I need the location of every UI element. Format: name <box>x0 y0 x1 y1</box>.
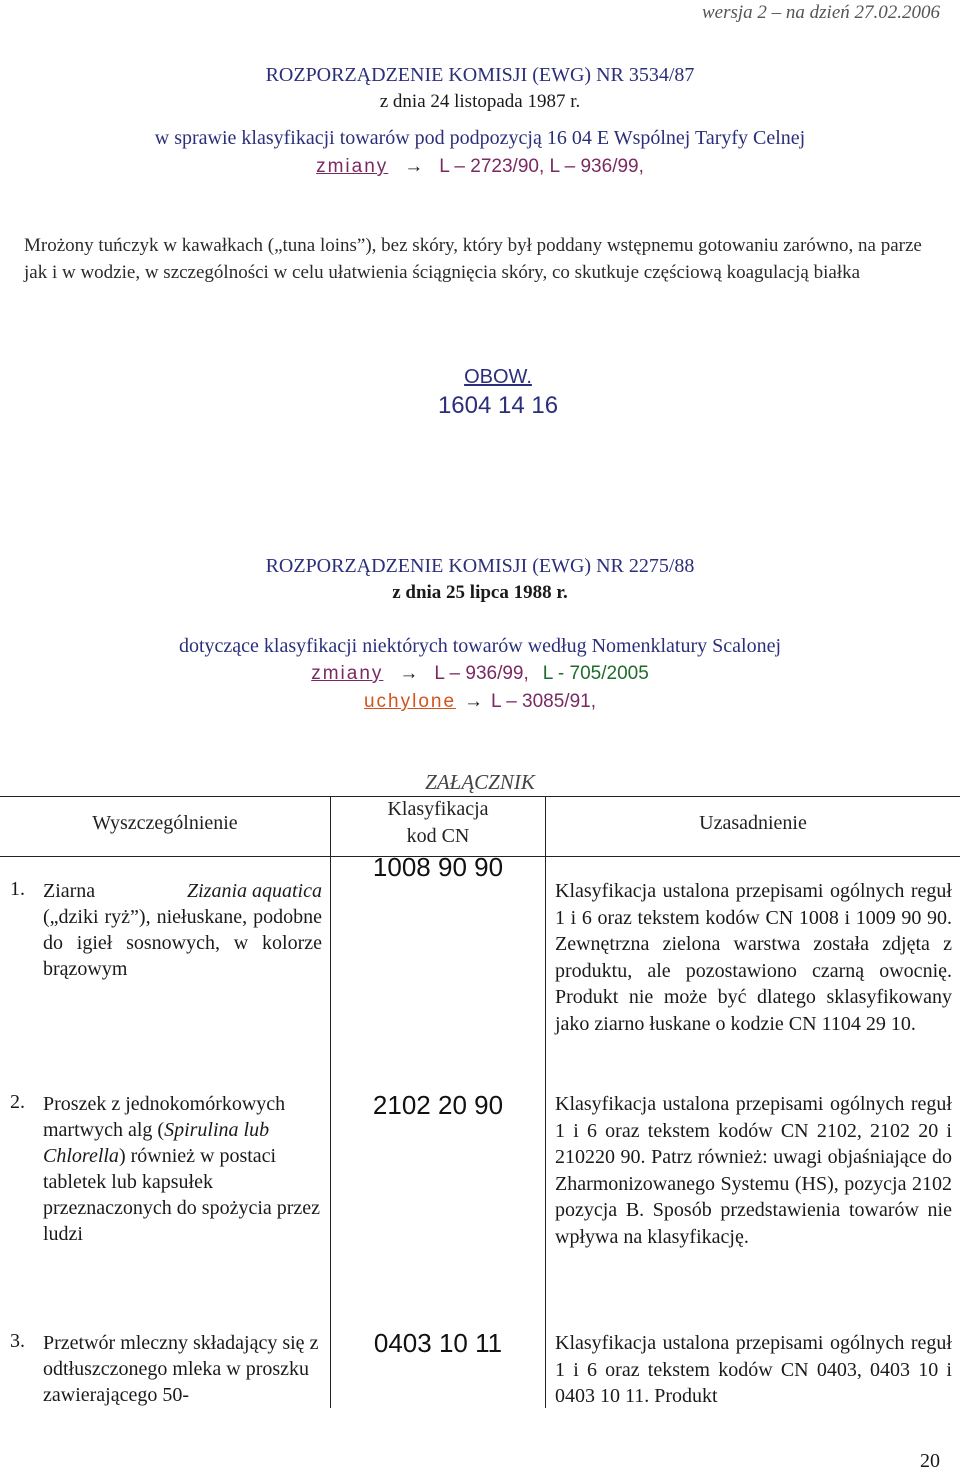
reg2-repeal-label[interactable]: uchylone <box>363 691 457 712</box>
reg2-repeals <box>0 691 960 713</box>
row3-number: 3. <box>10 1330 25 1352</box>
row3-justification: Klasyfikacja ustalona przepisami ogólnych reguł 1 i 6 oraz tekstem kodów CN 0403, 0403 10 i 0403 10 11. Produkt <box>555 1332 952 1407</box>
reg2-amendments <box>0 663 960 685</box>
reg1-subject: w sprawie klasyfikacji towarów pod podpozycją 16 04 E Wspólnej Taryfy Celnej <box>154 127 806 149</box>
row2-desc-t2: Spirulina lub Chlorella <box>43 1119 270 1167</box>
obow-label: OBOW. <box>464 366 532 388</box>
row1-justification: Klasyfikacja ustalona przepisami ogólnych reguł 1 i 6 oraz tekstem kodów CN 1008 i 1009 90 90. Zewnętrzna zielona warstwa została zdjęta z produktu, ale pozostawiono czarną owocnię. Produkt nie może być dlatego sklasyfikowany jako ziarno łuskane o kodzie CN 1104 29 10. <box>555 880 952 1035</box>
header-description: Wyszczególnienie <box>92 812 238 834</box>
row2-justification: Klasyfikacja ustalona przepisami ogólnych reguł 1 i 6 oraz tekstem kodów CN 2102, 2102 20 i 210220 90. Patrz również: uwagi objaśniające do Zharmonizowanego Systemu (HS), pozycja 2102 pozycja B. Sposób przedstawienia towarów nie wpływa na klasyfikację. <box>555 1093 952 1248</box>
arrow-right-icon: → <box>464 691 484 712</box>
row3-cn-code: 0403 10 11 <box>373 1328 503 1358</box>
arrow-right-icon: → <box>399 663 419 684</box>
row1-cn-code: 1008 90 90 <box>372 852 504 882</box>
header-classification: Klasyfikacja <box>387 798 489 820</box>
reg2-amend-ref1: L – 936/99, <box>434 663 529 684</box>
header-cn-code: kod CN <box>406 825 470 847</box>
row2-desc-t1: Proszek z jednokomórkowych martwych alg ( <box>43 1093 286 1141</box>
row1-desc-t1: Ziarna <box>43 880 96 902</box>
row1-description <box>43 878 322 982</box>
reg2-title: ROZPORZĄDZENIE KOMISJI (EWG) NR 2275/88 <box>265 555 695 577</box>
reg2-amend-ref2: L - 705/2005 <box>542 663 649 684</box>
row2-description <box>43 1091 322 1247</box>
arrow-right-icon: → <box>404 156 424 177</box>
table-top-border <box>0 796 960 797</box>
reg2-date: z dnia 25 lipca 1988 r. <box>392 582 568 603</box>
annex-title: ZAŁĄCZNIK <box>425 770 535 794</box>
header-justification: Uzasadnienie <box>699 812 807 834</box>
row1-desc-t3: („dziki ryż”), niełuskane, podobne do igieł sosnowych, w kolorze brązowym <box>43 906 322 980</box>
reg2-subject: dotyczące klasyfikacji niektórych towarów według Nomenklatury Scalonej <box>178 635 782 657</box>
row1-desc-t2: Zizania aquatica <box>186 880 322 902</box>
reg1-amend-label[interactable]: zmiany <box>316 156 389 177</box>
row2-number: 2. <box>10 1091 25 1113</box>
product-description: Mrożony tuńczyk w kawałkach („tuna loins”), bez skóry, który był poddany wstępnemu gotowaniu zarówno, na parze jak i w wodzie, w szczególności w celu ułatwienia ściągnięcia skóry, co skutkuje częściową koagulacją białka <box>24 235 922 283</box>
row1-number: 1. <box>10 878 25 900</box>
reg1-amend-refs: L – 2723/90, L – 936/99, <box>439 156 644 177</box>
reg2-repeal-ref: L – 3085/91, <box>491 691 596 712</box>
table-divider-2 <box>545 796 546 1408</box>
page-number: 20 <box>920 1450 940 1472</box>
version-note: wersja 2 – na dzień 27.02.2006 <box>701 2 940 23</box>
row2-cn-code: 2102 20 90 <box>372 1090 504 1120</box>
reg1-date: z dnia 24 listopada 1987 r. <box>379 91 581 112</box>
row3-description: Przetwór mleczny składający się z odtłuszczonego mleka w proszku zawierającego 50- <box>43 1332 319 1406</box>
reg1-title: ROZPORZĄDZENIE KOMISJI (EWG) NR 3534/87 <box>265 64 695 86</box>
row2-desc-t3: ) również w postaci tabletek lub kapsułek przeznaczonych do spożycia przez ludzi <box>43 1145 321 1245</box>
reg1-amendments <box>0 156 960 178</box>
reg2-amend-label[interactable]: zmiany <box>311 663 384 684</box>
obow-code: 1604 14 16 <box>437 392 559 419</box>
